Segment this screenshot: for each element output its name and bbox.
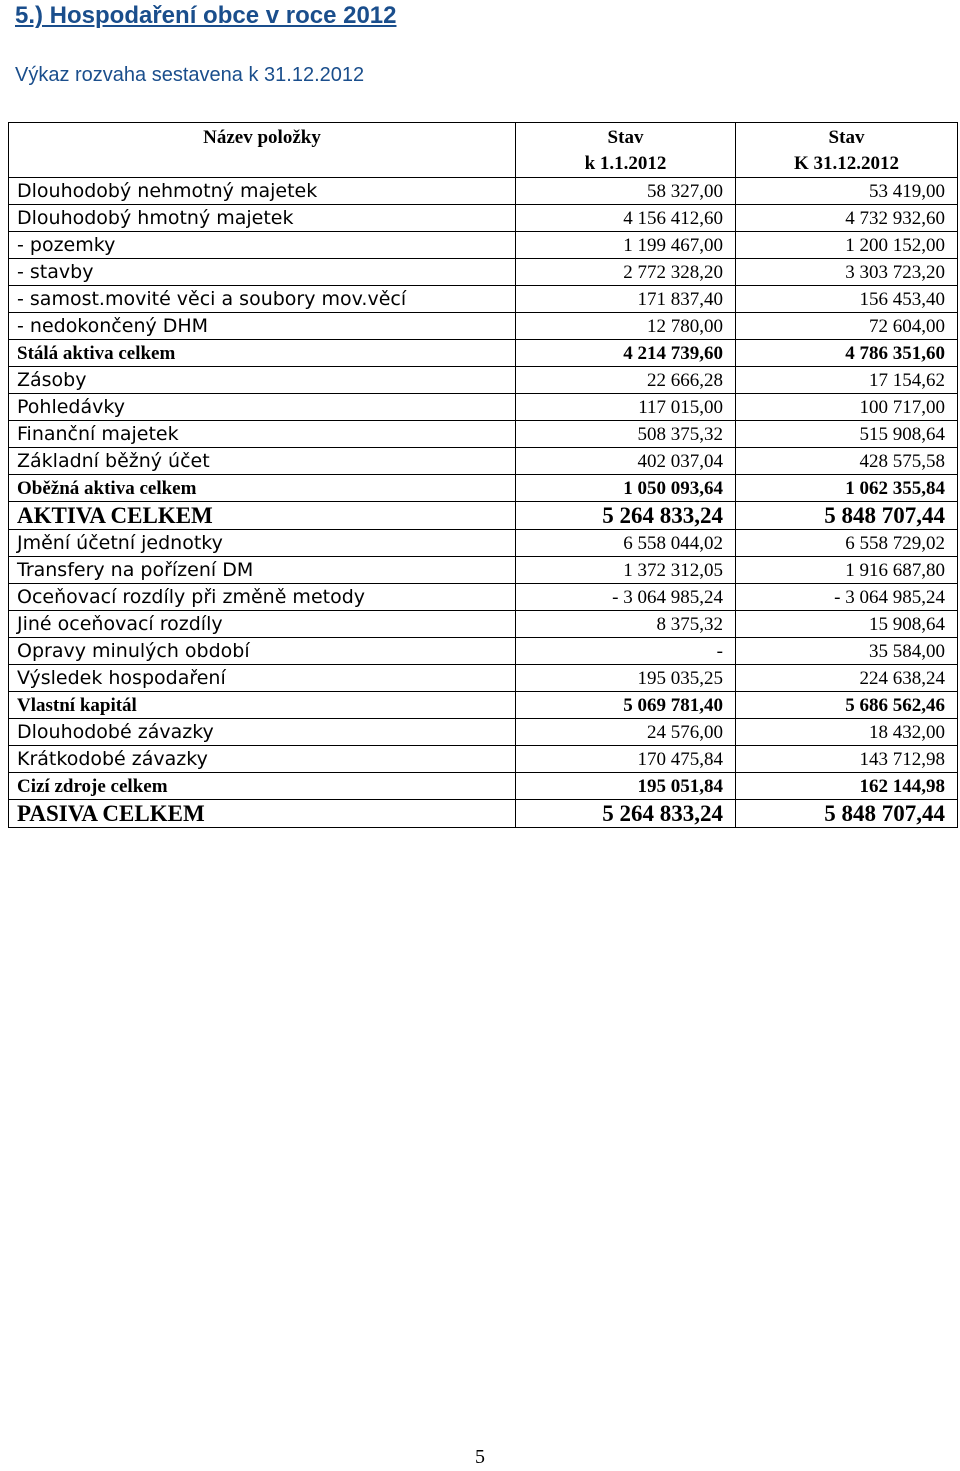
table-row — [9, 584, 958, 611]
row-label: Výsledek hospodaření — [9, 665, 516, 692]
value-end-of-year: 1 916 687,80 — [736, 557, 958, 584]
value-end-of-year: 3 303 723,20 — [736, 259, 958, 286]
value-start-of-year: - 3 064 985,24 — [516, 584, 736, 611]
value-start-of-year: 5 069 781,40 — [516, 692, 736, 719]
column-header-end — [736, 123, 958, 178]
row-label: AKTIVA CELKEM — [9, 502, 516, 530]
row-label: Stálá aktiva celkem — [9, 340, 516, 367]
value-end-of-year: 72 604,00 — [736, 313, 958, 340]
value-start-of-year: 1 372 312,05 — [516, 557, 736, 584]
value-end-of-year: 5 848 707,44 — [736, 502, 958, 530]
table-row — [9, 719, 958, 746]
value-start-of-year: 5 264 833,24 — [516, 800, 736, 828]
value-start-of-year: 1 199 467,00 — [516, 232, 736, 259]
column-header-name — [9, 123, 516, 178]
column-header-start-line2: k 1.1.2012 — [584, 153, 667, 174]
value-start-of-year: 6 558 044,02 — [516, 530, 736, 557]
value-start-of-year: 195 051,84 — [516, 773, 736, 800]
row-label: Zásoby — [9, 367, 516, 394]
value-start-of-year: 24 576,00 — [516, 719, 736, 746]
row-label: - samost.movité věci a soubory mov.věcí — [9, 286, 516, 313]
row-label: Jiné oceňovací rozdíly — [9, 611, 516, 638]
value-end-of-year: 15 908,64 — [736, 611, 958, 638]
value-start-of-year: 4 156 412,60 — [516, 205, 736, 232]
table-body — [9, 178, 958, 828]
value-start-of-year: 117 015,00 — [516, 394, 736, 421]
row-label: Cizí zdroje celkem — [9, 773, 516, 800]
column-header-start-line1: Stav — [607, 127, 644, 148]
report-subtitle: Výkaz rozvaha sestavena k 31.12.2012 — [15, 64, 365, 86]
value-end-of-year: 17 154,62 — [736, 367, 958, 394]
value-end-of-year: 156 453,40 — [736, 286, 958, 313]
value-start-of-year: 22 666,28 — [516, 367, 736, 394]
table-row — [9, 340, 958, 367]
row-label: Oceňovací rozdíly při změně metody — [9, 584, 516, 611]
value-end-of-year: 224 638,24 — [736, 665, 958, 692]
value-end-of-year: 6 558 729,02 — [736, 530, 958, 557]
value-start-of-year: 508 375,32 — [516, 421, 736, 448]
row-label: Opravy minulých období — [9, 638, 516, 665]
value-end-of-year: 1 200 152,00 — [736, 232, 958, 259]
table-row — [9, 205, 958, 232]
value-end-of-year: 5 686 562,46 — [736, 692, 958, 719]
value-end-of-year: 53 419,00 — [736, 178, 958, 205]
section-heading: 5.) Hospodaření obce v roce 2012 — [15, 2, 397, 29]
value-start-of-year: 402 037,04 — [516, 448, 736, 475]
table-row — [9, 800, 958, 828]
value-start-of-year: 170 475,84 — [516, 746, 736, 773]
table-row — [9, 421, 958, 448]
row-label: Dlouhodobý hmotný majetek — [9, 205, 516, 232]
row-label: Dlouhodobý nehmotný majetek — [9, 178, 516, 205]
value-start-of-year: 171 837,40 — [516, 286, 736, 313]
row-label: - nedokončený DHM — [9, 313, 516, 340]
value-end-of-year: 35 584,00 — [736, 638, 958, 665]
table-row — [9, 773, 958, 800]
table-row — [9, 367, 958, 394]
table-row — [9, 746, 958, 773]
table-row — [9, 232, 958, 259]
row-label: Krátkodobé závazky — [9, 746, 516, 773]
value-end-of-year: 515 908,64 — [736, 421, 958, 448]
row-label: Pohledávky — [9, 394, 516, 421]
table-header-row — [9, 123, 958, 178]
row-label: Oběžná aktiva celkem — [9, 475, 516, 502]
table-row — [9, 448, 958, 475]
row-label: Transfery na pořízení DM — [9, 557, 516, 584]
table-row — [9, 638, 958, 665]
value-end-of-year: 18 432,00 — [736, 719, 958, 746]
value-end-of-year: 428 575,58 — [736, 448, 958, 475]
table-row — [9, 259, 958, 286]
value-end-of-year: 4 786 351,60 — [736, 340, 958, 367]
row-label: - pozemky — [9, 232, 516, 259]
value-start-of-year: 2 772 328,20 — [516, 259, 736, 286]
table-row — [9, 665, 958, 692]
row-label: Vlastní kapitál — [9, 692, 516, 719]
value-end-of-year: 100 717,00 — [736, 394, 958, 421]
table-row — [9, 611, 958, 638]
value-start-of-year: 5 264 833,24 — [516, 502, 736, 530]
value-end-of-year: 162 144,98 — [736, 773, 958, 800]
table-row — [9, 692, 958, 719]
table-row — [9, 178, 958, 205]
table-row — [9, 394, 958, 421]
value-end-of-year: 5 848 707,44 — [736, 800, 958, 828]
value-start-of-year: 12 780,00 — [516, 313, 736, 340]
value-start-of-year: 58 327,00 — [516, 178, 736, 205]
table-row — [9, 475, 958, 502]
column-header-end-line1: Stav — [828, 127, 865, 148]
page-number: 5 — [475, 1446, 485, 1468]
balance-sheet-table — [8, 122, 958, 828]
row-label: Dlouhodobé závazky — [9, 719, 516, 746]
table-row — [9, 530, 958, 557]
column-header-start — [516, 123, 736, 178]
value-start-of-year: - — [516, 638, 736, 665]
table-row — [9, 557, 958, 584]
value-start-of-year: 8 375,32 — [516, 611, 736, 638]
column-header-name-label: Název položky — [203, 127, 321, 148]
value-end-of-year: 1 062 355,84 — [736, 475, 958, 502]
value-start-of-year: 4 214 739,60 — [516, 340, 736, 367]
row-label: - stavby — [9, 259, 516, 286]
table-row — [9, 313, 958, 340]
row-label: Jmění účetní jednotky — [9, 530, 516, 557]
row-label: PASIVA CELKEM — [9, 800, 516, 828]
table-row — [9, 286, 958, 313]
value-start-of-year: 195 035,25 — [516, 665, 736, 692]
table-row — [9, 502, 958, 530]
row-label: Finanční majetek — [9, 421, 516, 448]
value-end-of-year: 4 732 932,60 — [736, 205, 958, 232]
value-end-of-year: 143 712,98 — [736, 746, 958, 773]
row-label: Základní běžný účet — [9, 448, 516, 475]
column-header-end-line2: K 31.12.2012 — [793, 153, 900, 174]
value-start-of-year: 1 050 093,64 — [516, 475, 736, 502]
value-end-of-year: - 3 064 985,24 — [736, 584, 958, 611]
